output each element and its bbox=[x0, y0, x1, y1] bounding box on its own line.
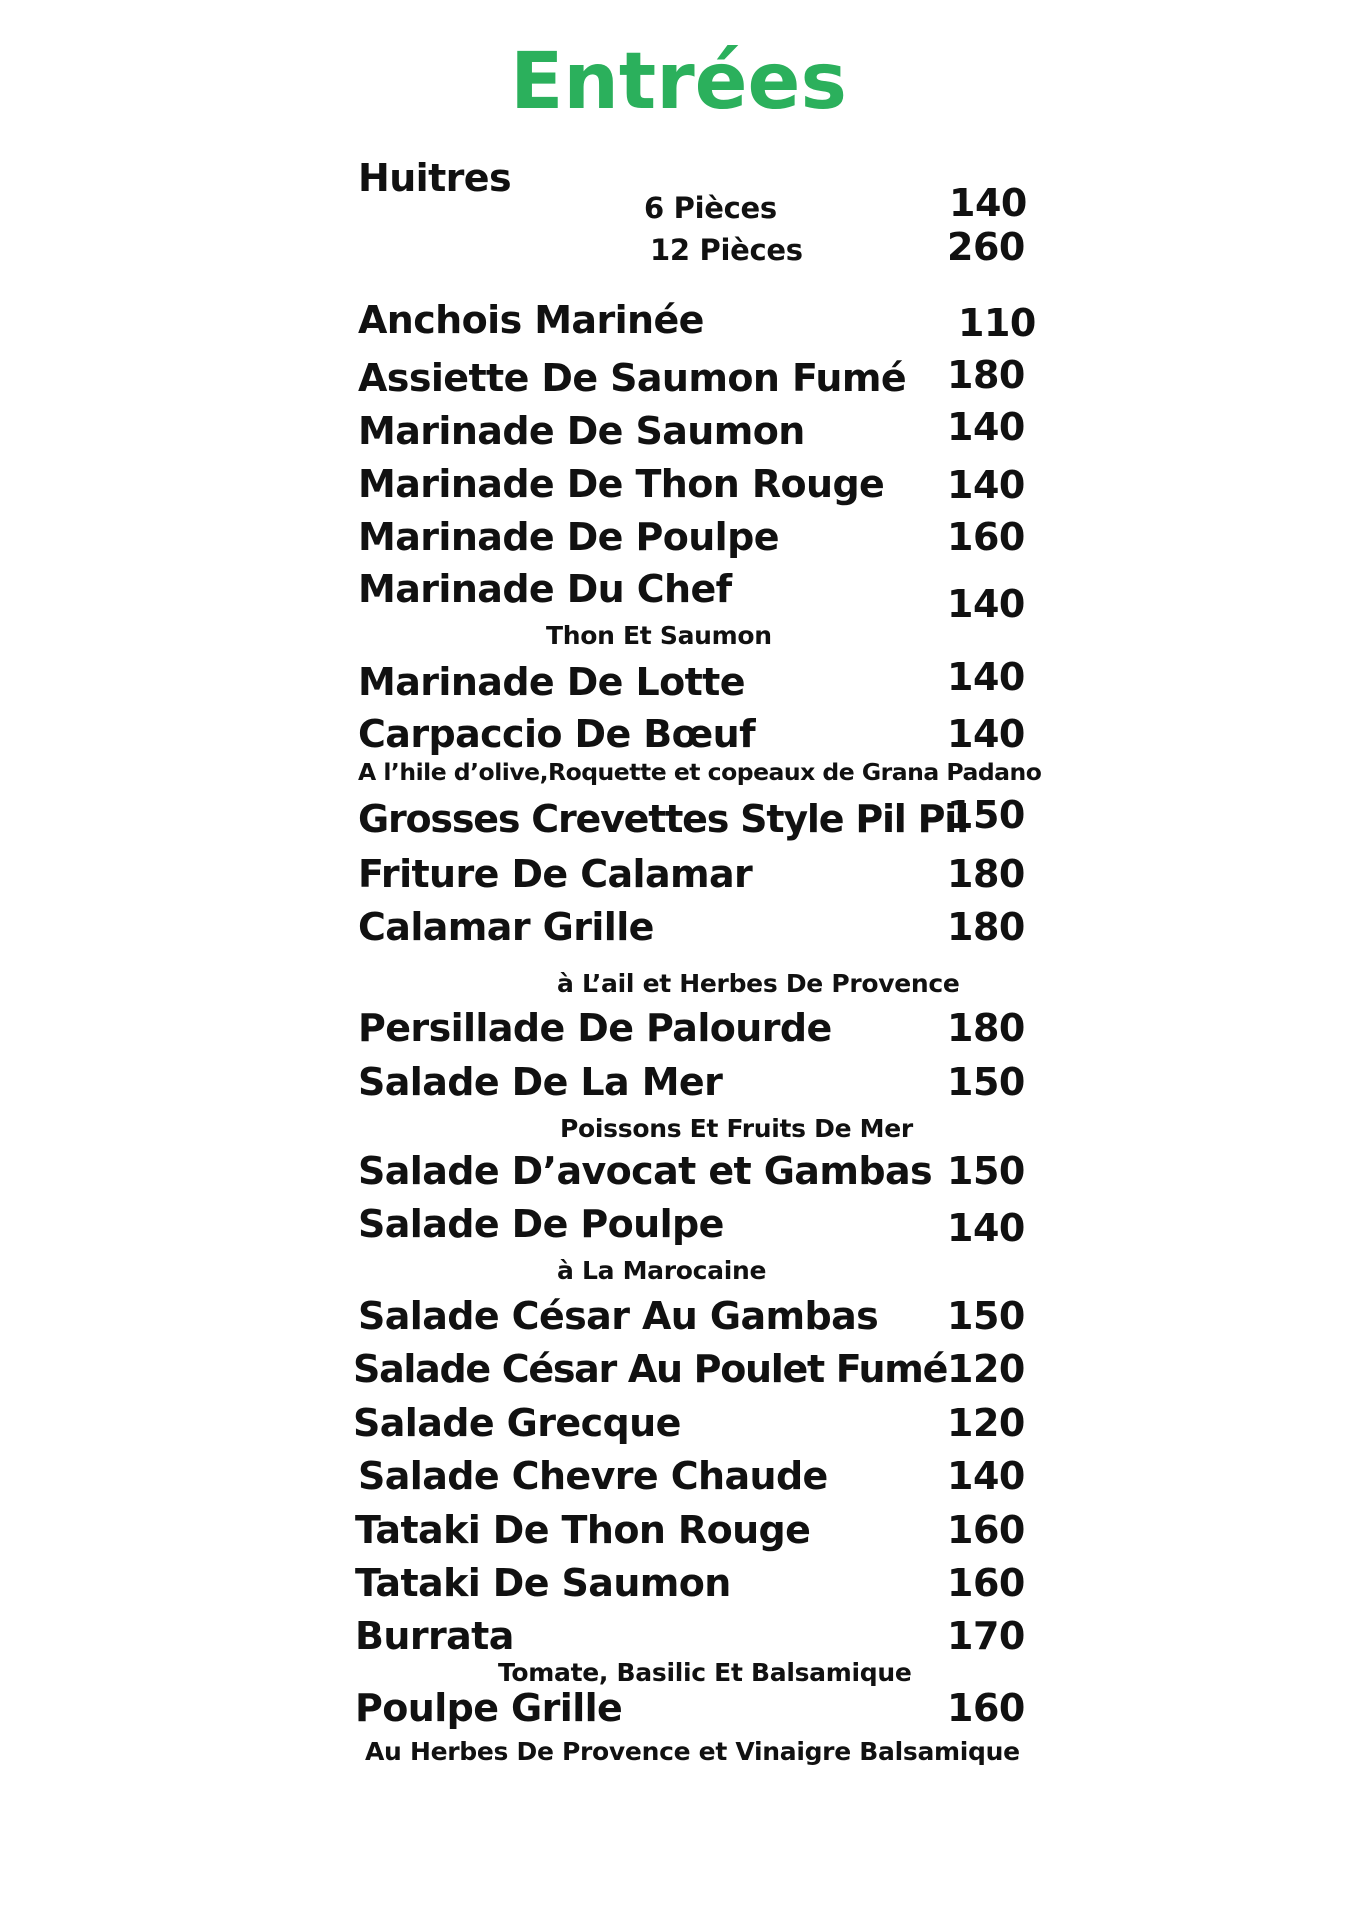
dish-description: Thon Et Saumon bbox=[546, 621, 772, 650]
dish-name: Marinade De Saumon bbox=[358, 409, 805, 453]
portion-label: 6 Pièces bbox=[644, 191, 777, 225]
dish-price: 160 bbox=[947, 1686, 1025, 1730]
dish-name: Burrata bbox=[355, 1614, 514, 1658]
dish-price: 110 bbox=[958, 301, 1036, 345]
dish-price: 150 bbox=[947, 1060, 1025, 1104]
dish-price: 160 bbox=[947, 1561, 1025, 1605]
dish-name: Salade César Au Poulet Fumé bbox=[353, 1347, 948, 1391]
dish-price: 140 bbox=[947, 655, 1025, 699]
portion-price: 140 bbox=[949, 181, 1027, 225]
dish-price: 140 bbox=[947, 1206, 1025, 1250]
dish-name: Salade César Au Gambas bbox=[358, 1294, 879, 1338]
dish-name: Salade De La Mer bbox=[358, 1060, 723, 1104]
dish-price: 120 bbox=[947, 1347, 1025, 1391]
dish-name: Assiette De Saumon Fumé bbox=[358, 356, 907, 400]
dish-description: Poissons Et Fruits De Mer bbox=[560, 1114, 913, 1143]
dish-price: 120 bbox=[947, 1401, 1025, 1445]
dish-name: Tataki De Thon Rouge bbox=[355, 1508, 811, 1552]
dish-description: Au Herbes De Provence et Vinaigre Balsamique bbox=[365, 1737, 1020, 1766]
dish-name: Persillade De Palourde bbox=[358, 1006, 832, 1050]
dish-description: à L’ail et Herbes De Provence bbox=[557, 969, 960, 998]
dish-name: Anchois Marinée bbox=[358, 298, 704, 342]
page-title: Entrées bbox=[510, 37, 847, 127]
dish-price: 140 bbox=[947, 463, 1025, 507]
dish-name: Huitres bbox=[358, 156, 511, 200]
dish-price: 180 bbox=[947, 1006, 1025, 1050]
dish-name: Marinade De Thon Rouge bbox=[358, 462, 885, 506]
dish-price: 140 bbox=[947, 405, 1025, 449]
dish-description: à La Marocaine bbox=[557, 1256, 767, 1285]
dish-price: 160 bbox=[947, 515, 1025, 559]
dish-description: Tomate, Basilic Et Balsamique bbox=[498, 1658, 912, 1687]
dish-price: 150 bbox=[947, 1149, 1025, 1193]
dish-price: 180 bbox=[947, 905, 1025, 949]
portion-price: 260 bbox=[947, 225, 1025, 269]
dish-name: Friture De Calamar bbox=[358, 852, 753, 896]
dish-price: 180 bbox=[947, 353, 1025, 397]
dish-name: Salade De Poulpe bbox=[358, 1202, 724, 1246]
dish-name: Salade D’avocat et Gambas bbox=[358, 1149, 933, 1193]
dish-name: Marinade De Lotte bbox=[358, 660, 745, 704]
dish-price: 140 bbox=[947, 582, 1025, 626]
dish-name: Calamar Grille bbox=[358, 905, 654, 949]
dish-price: 150 bbox=[947, 793, 1025, 837]
dish-price: 180 bbox=[947, 852, 1025, 896]
dish-name: Salade Chevre Chaude bbox=[358, 1454, 828, 1498]
dish-name: Poulpe Grille bbox=[355, 1686, 623, 1730]
dish-name: Carpaccio De Bœuf bbox=[358, 712, 756, 756]
dish-name: Salade Grecque bbox=[353, 1401, 681, 1445]
dish-price: 140 bbox=[947, 1454, 1025, 1498]
dish-price: 160 bbox=[947, 1508, 1025, 1552]
dish-name: Grosses Crevettes Style Pil Pil bbox=[358, 797, 968, 841]
dish-name: Tataki De Saumon bbox=[355, 1561, 731, 1605]
dish-price: 140 bbox=[947, 712, 1025, 756]
portion-label: 12 Pièces bbox=[650, 233, 803, 267]
dish-name: Marinade De Poulpe bbox=[358, 515, 779, 559]
dish-price: 150 bbox=[947, 1294, 1025, 1338]
dish-name: Marinade Du Chef bbox=[358, 567, 732, 611]
dish-description: A l’hile d’olive,Roquette et copeaux de Grana Padano bbox=[358, 758, 1042, 786]
dish-price: 170 bbox=[947, 1614, 1025, 1658]
